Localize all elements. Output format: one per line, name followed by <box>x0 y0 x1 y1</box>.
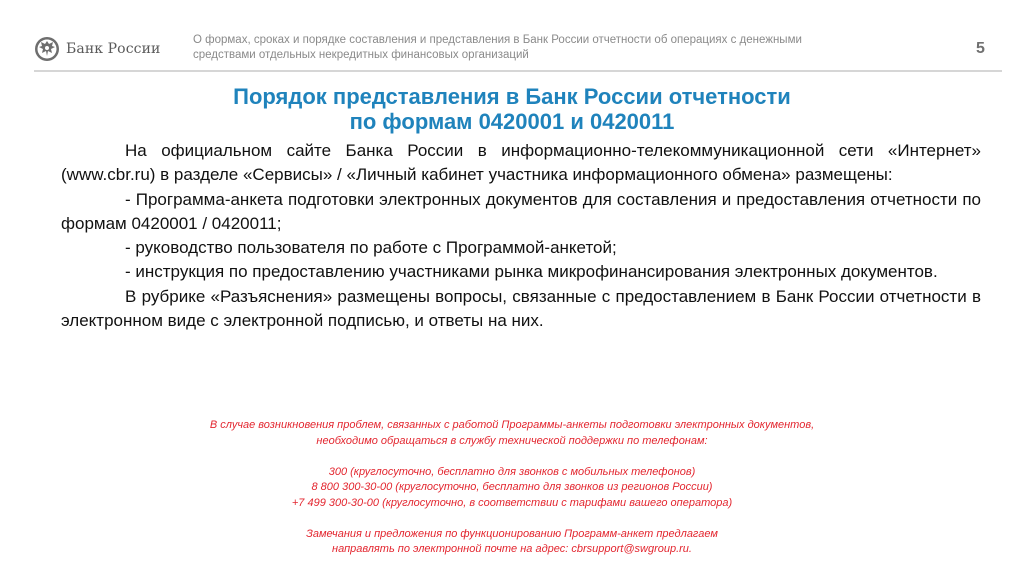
header-description <box>193 33 913 63</box>
support-notice <box>0 418 1024 558</box>
support-intro-line: В случае возникновения проблем, связанных с работой Программы-анкеты подготовки электронных документов, <box>209 419 815 431</box>
body-paragraph: На официальном сайте Банка России в информационно-телекоммуникационной сети «Интернет» (www.cbr.ru) в разделе «Сервисы» / «Личный кабинет участника информационного обмена» размещены: <box>61 141 981 185</box>
double-headed-eagle-emblem-icon <box>34 36 60 62</box>
header-description-line: О формах, сроках и порядке составления и представления в Банк России отчетности об операциях с денежными <box>193 34 802 46</box>
body-list-item: - Программа-анкета подготовки электронных документов для составления и предоставления отчетности по формам 0420001 / 0420011; <box>61 189 981 233</box>
support-phone: 300 (круглосуточно, бесплатно для звонков с мобильных телефонов) <box>328 465 696 478</box>
bank-logo <box>34 34 160 64</box>
header-divider <box>190 70 1002 72</box>
body-list-item: - руководство пользователя по работе с Программой-анкетой; <box>125 238 617 258</box>
support-feedback-line: направлять по электронной почте на адрес: cbrsupport@swgroup.ru. <box>332 543 692 555</box>
body-paragraph: В рубрике «Разъяснения» размещены вопросы, связанные с предоставлением в Банк России отчетности в электронном виде с электронной подписью, и ответы на них. <box>61 286 981 331</box>
body-text <box>61 139 981 333</box>
header-description-line: средствами отдельных некредитных финансовых организаций <box>193 49 529 61</box>
support-phone: +7 499 300-30-00 (круглосуточно, в соответствии с тарифами вашего оператора) <box>291 496 733 509</box>
spacer <box>0 449 1024 465</box>
page-number: 5 <box>976 40 985 57</box>
body-list-item: - инструкция по предоставлению участниками рынка микрофинансирования электронных документов. <box>125 262 938 282</box>
page-title <box>0 84 1024 134</box>
spacer <box>0 511 1024 527</box>
support-feedback-line: Замечания и предложения по функционированию Программ-анкет предлагаем <box>306 527 718 540</box>
support-phone: 8 800 300-30-00 (круглосуточно, бесплатно для звонков из регионов России) <box>311 481 713 493</box>
page-title-line: по формам 0420001 и 0420011 <box>349 109 675 134</box>
logo-text: Банк России <box>66 41 161 57</box>
page-title-line: Порядок представления в Банк России отчетности <box>233 84 791 109</box>
support-intro-line: необходимо обращаться в службу технической поддержки по телефонам: <box>316 434 708 447</box>
